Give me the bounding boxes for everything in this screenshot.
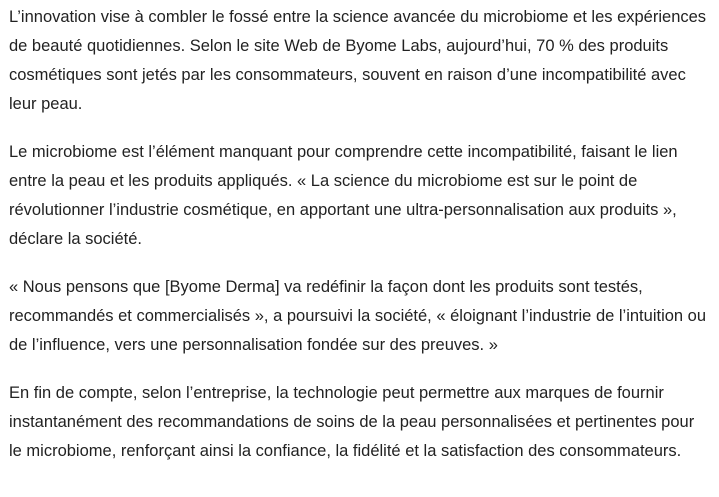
- paragraph-innovation: L’innovation vise à combler le fossé entre la science avancée du microbiome et les expériences de beauté quotidiennes. Selon le site Web de Byome Labs, aujourd’hui, 70 % des produits cosmétiques sont jetés par les consommateurs, souvent en raison d’une incompatibilité avec leur peau.: [9, 8, 707, 113]
- paragraph-quote-byome-derma: « Nous pensons que [Byome Derma] va redéfinir la façon dont les produits sont testés, recommandés et commercialisés », a poursuivi la société, « éloignant l’industrie de l’intuition ou de l’influence, vers une personnalisation fondée sur des preuves. »: [9, 278, 707, 354]
- paragraph-microbiome: Le microbiome est l’élément manquant pour comprendre cette incompatibilité, faisant le lien entre la peau et les produits appliqués. « La science du microbiome est sur le point de révolutionner l’industrie cosmétique, en apportant une ultra-personnalisation aux produits », déclare la société.: [9, 143, 678, 248]
- article-body: [9, 0, 711, 485]
- paragraph-conclusion: En fin de compte, selon l’entreprise, la technologie peut permettre aux marques de fournir instantanément des recommandations de soins de la peau personnalisées et pertinentes pour le microbiome, renforçant ainsi la confiance, la fidélité et la satisfaction des consommateurs.: [9, 384, 695, 460]
